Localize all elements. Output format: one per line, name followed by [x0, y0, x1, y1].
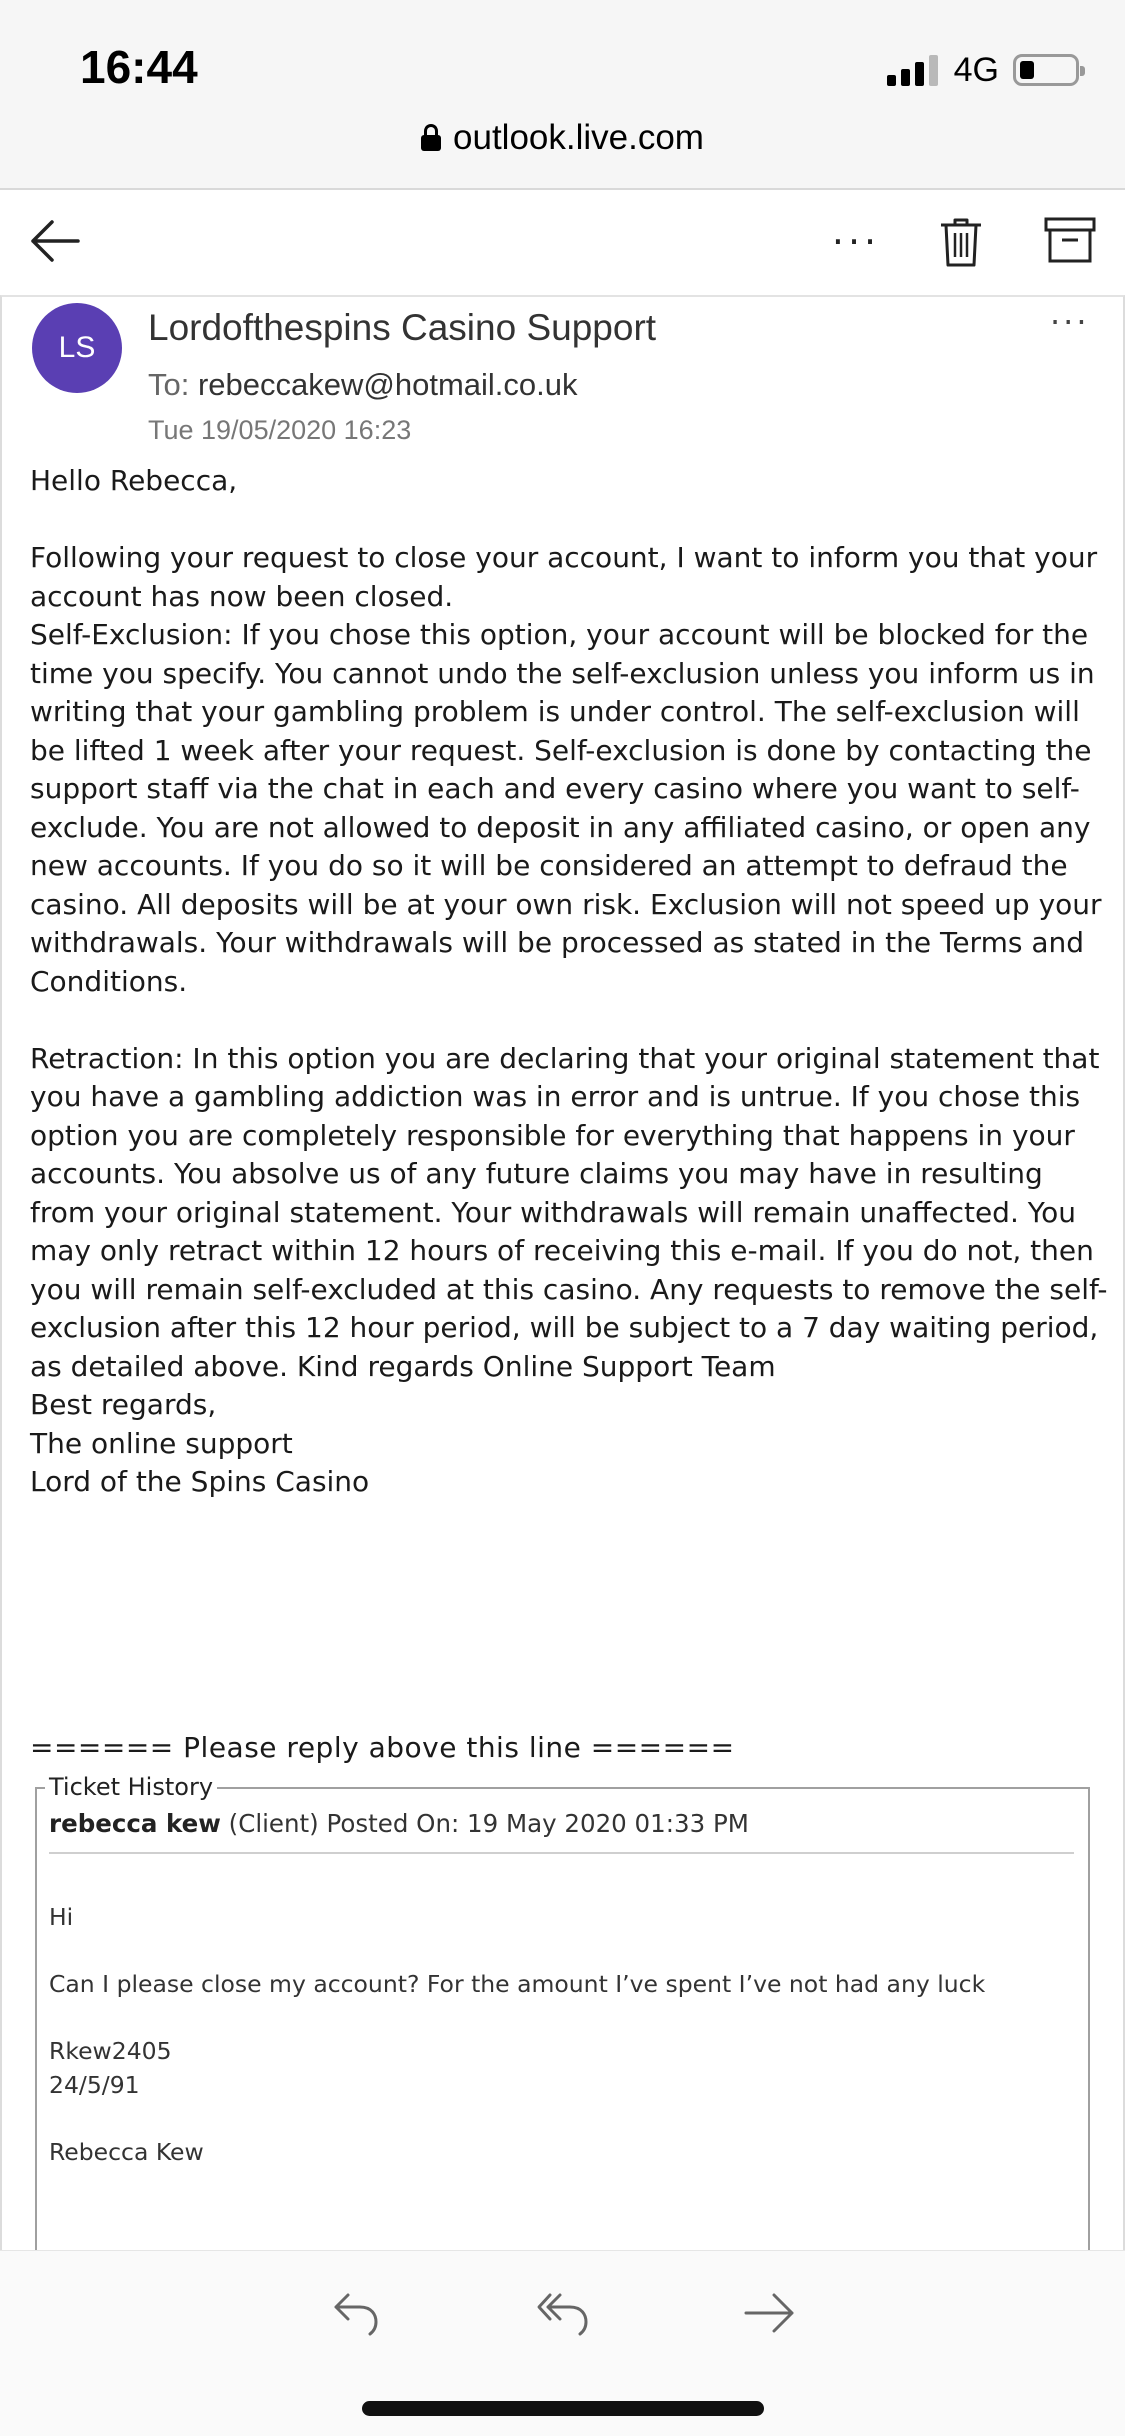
ticket-author: rebecca kew: [49, 1809, 221, 1838]
message-date: Tue 19/05/2020 16:23: [148, 415, 412, 445]
sender-name[interactable]: Lordofthespins Casino Support: [148, 307, 657, 348]
ticket-line: Can I please close my account? For the amount I’ve spent I’ve not had any luck: [49, 1970, 986, 1998]
reply-separator: ====== Please reply above this line ======: [30, 1731, 735, 1764]
back-arrow-icon[interactable]: [28, 214, 82, 268]
recipient-address: rebeccakew@hotmail.co.uk: [197, 367, 578, 402]
body-paragraph-closure: Following your request to close your account, I want to inform you that your account has now been closed.: [30, 541, 1098, 613]
network-type: 4G: [953, 50, 999, 89]
email-message: [0, 295, 1125, 2250]
home-indicator[interactable]: [362, 2401, 764, 2416]
archive-icon[interactable]: [1044, 216, 1096, 264]
sender-avatar[interactable]: LS: [32, 303, 122, 393]
ticket-history: [35, 1773, 1090, 2250]
reply-icon[interactable]: [330, 2289, 382, 2337]
ticket-line: 24/5/91: [49, 2070, 140, 2099]
lock-icon: [421, 124, 441, 152]
body-paragraph-retraction: Retraction: In this option you are declaring that your original statement that you have a gambling addiction was in error and is untrue. If you chose this option you are completely responsible for everything that happens in your accounts. You absolve us of any future claims you may have in resulting from your original statement. Your withdrawals will remain unaffected. You may only retract within 12 hours of receiving this e-mail. If you do not, then you will remain self-excluded at this casino. Any requests to remove the self-exclusion after this 12 hour period, will be subject to a 7 day waiting period, as detailed above. Kind regards Online Support Team: [30, 1041, 1108, 1383]
ticket-line: Rkew2405: [49, 2037, 172, 2065]
signoff-team: The online support: [30, 1426, 293, 1460]
ticket-line: Hi: [49, 1903, 74, 1931]
message-more-button[interactable]: ···: [1050, 303, 1090, 341]
ticket-post-body: [49, 1901, 1079, 2169]
status-time: 16:44: [80, 41, 198, 93]
signoff-line: Best regards,: [30, 1388, 217, 1421]
recipient-line[interactable]: [148, 367, 578, 403]
mail-toolbar: [0, 192, 1125, 292]
ticket-post-header: [49, 1809, 1074, 1854]
trash-icon[interactable]: [938, 216, 984, 268]
forward-arrow-icon[interactable]: [742, 2289, 798, 2337]
signoff-company: Lord of the Spins Casino: [30, 1465, 370, 1498]
status-indicators: [887, 50, 1079, 90]
battery-icon: [1013, 54, 1079, 86]
greeting: Hello Rebecca,: [30, 464, 238, 497]
url-text: outlook.live.com: [453, 118, 704, 157]
more-options-button[interactable]: ···: [831, 220, 881, 264]
ticket-line: Rebecca Kew: [49, 2137, 204, 2166]
reply-all-icon[interactable]: [536, 2289, 592, 2337]
reply-action-bar: [0, 2250, 1125, 2436]
ticket-history-legend: Ticket History: [45, 1773, 217, 1801]
to-label: To:: [148, 367, 190, 402]
ticket-post-meta: (Client) Posted On: 19 May 2020 01:33 PM: [220, 1809, 749, 1838]
cellular-signal-icon: [887, 54, 938, 86]
body-paragraph-self-exclusion: Self-Exclusion: If you chose this option, your account will be blocked for the time you specify. You cannot undo the self-exclusion unless you inform us in writing that your gambling problem is under control. The self-exclusion will be lifted 1 week after your request. Self-exclusion is done by contacting the support staff via the chat in each and every casino where you want to self-exclude. You are not allowed to deposit in any affiliated casino, or open any new accounts. If you do so it will be considered an attempt to defraud the casino. All deposits will be at your own risk. Exclusion will not speed up your withdrawals. Your withdrawals will be processed as stated in the Terms and Conditions.: [30, 618, 1102, 998]
ios-browser-chrome: [0, 0, 1125, 190]
email-body: [30, 462, 1110, 1502]
address-bar[interactable]: [0, 118, 1125, 158]
